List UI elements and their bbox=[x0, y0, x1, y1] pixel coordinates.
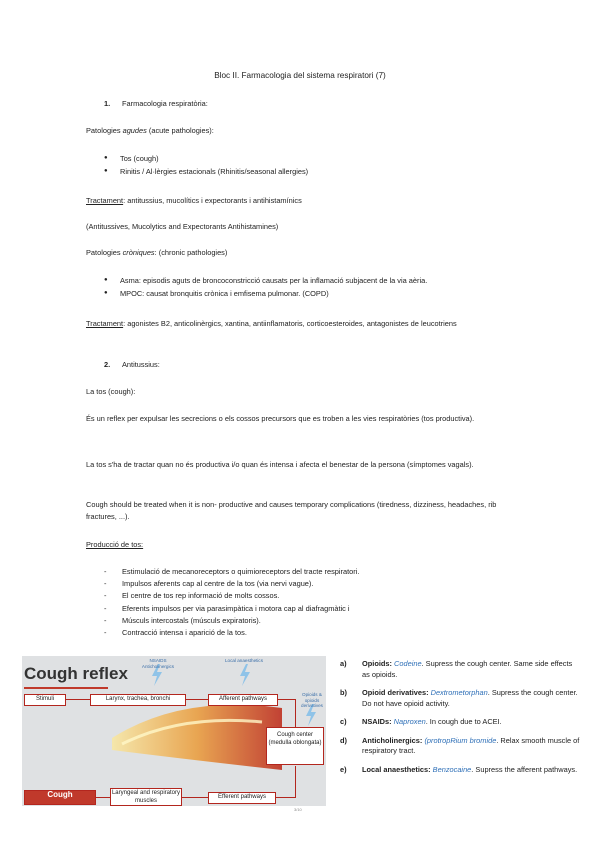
figure-title-underline bbox=[24, 687, 108, 689]
label-nsaids: NSAIDS Anticholinergics bbox=[141, 658, 175, 669]
efferent-box: Efferent pathways bbox=[208, 792, 276, 804]
label-local: Local anaesthetics bbox=[224, 658, 264, 663]
list-item: d) Anticholinergics: (protropRium bromide. Relax smooth muscle of respiratory tract. bbox=[340, 735, 580, 755]
arrow-line bbox=[94, 797, 110, 798]
list-item: e) Local anaesthetics: Benzocaine. Supress the afferent pathways. bbox=[340, 764, 578, 774]
section-1-heading: 1. Farmacologia respiratòria: bbox=[104, 99, 208, 108]
lightning-icon bbox=[238, 664, 252, 686]
list-item: - El centre de tos rep informació de molts cossos. bbox=[104, 590, 524, 602]
airway-illustration bbox=[112, 700, 282, 770]
figure-title: Cough reflex bbox=[24, 664, 128, 683]
arrow-line bbox=[274, 797, 296, 798]
antitussive-list bbox=[340, 659, 580, 783]
acute-intro: Patologies agudes (acute pathologies): bbox=[86, 126, 214, 135]
treatment-chronic: Tractament: agonistes B2, anticolinèrgics, xantina, antiinflamatoris, corticoesteroides, antagonistes de leucotriens bbox=[86, 319, 457, 328]
section-2-heading: 2. Antitussius: bbox=[104, 360, 160, 369]
list-item: - Impulsos aferents cap al centre de la tos (via nervi vague). bbox=[104, 578, 524, 590]
paragraph-treat-en: Cough should be treated when it is non- productive and causes temporary complications (tiredness, dizziness, headaches, rib fractures, ...). bbox=[86, 500, 497, 521]
list-item: ● Tos (cough) bbox=[104, 152, 524, 165]
larynx-box: Larynx, trachea, bronchi bbox=[90, 694, 186, 706]
arrow-line bbox=[295, 766, 296, 797]
label-opioids: Opioids & opioids derivatives bbox=[301, 692, 323, 708]
cough-box: Cough bbox=[24, 790, 96, 805]
cough-heading: La tos (cough): bbox=[86, 387, 136, 396]
page-title: Bloc II. Farmacologia del sistema respiratori (7) bbox=[214, 71, 386, 80]
arrow-line bbox=[276, 699, 296, 700]
paragraph-treat-ca: La tos s'ha de tractar quan no és productiva i/o quan és intensa i afecta el benestar de la persona (símptomes vagals). bbox=[86, 460, 474, 469]
production-list bbox=[104, 566, 524, 639]
list-item: b) Opioid derivatives: Dextrometorphan. Supress the cough center. Do not have opioid activity. bbox=[340, 688, 578, 708]
list-item: - Eferents impulsos per via parasimpàtica i motora cap al diafragmàtic i bbox=[104, 603, 524, 615]
list-item: ● Rinitis / Al·lèrgies estacionals (Rhinitis/seasonal allergies) bbox=[104, 165, 524, 178]
list-item: - Músculs intercostals (músculs expiratoris). bbox=[104, 615, 524, 627]
afferent-box: Afferent pathways bbox=[208, 694, 278, 706]
arrow-line bbox=[64, 699, 90, 700]
list-item: c) NSAIDs: Naproxen. In cough due to ACEI. bbox=[340, 717, 502, 726]
muscles-box: Laryngeal and respiratory muscles bbox=[111, 790, 181, 804]
chronic-list bbox=[104, 274, 524, 300]
list-item: ● MPOC: causat bronquitis crònica i emfisema pulmonar. (COPD) bbox=[104, 287, 524, 300]
paragraph-reflex: És un reflex per expulsar les secrecions o els cossos precursors que es troben a les vies respiratòries (tos productiva). bbox=[86, 414, 475, 423]
arrow-line bbox=[295, 699, 296, 727]
arrow-line bbox=[184, 699, 208, 700]
list-item: - Contracció intensa i aparició de la tos. bbox=[104, 627, 524, 639]
list-item: ● Asma: episodis aguts de broncoconstricció causats per la inflamació subjacent de la via aèria. bbox=[104, 274, 524, 287]
list-item: a) Opioids: Codeine. Supress the cough center. Same side effects as opioids. bbox=[340, 659, 573, 679]
acute-list bbox=[104, 152, 524, 178]
cough-center-box: Cough center (medulla oblongata) bbox=[266, 727, 324, 765]
treatment-acute-en: (Antitussives, Mucolytics and Expectorants Antihistamines) bbox=[86, 222, 279, 231]
page-number: 3/10 bbox=[294, 807, 302, 812]
treatment-acute: Tractament: antitussius, mucolítics i expectorants i antihistamínics bbox=[86, 196, 302, 205]
stimuli-box: Stimuli bbox=[24, 694, 66, 706]
cough-reflex-figure bbox=[22, 656, 326, 806]
list-item: - Estimulació de mecanoreceptors o quimioreceptors del tracte respiratori. bbox=[104, 566, 524, 578]
arrow-line bbox=[180, 797, 208, 798]
chronic-intro: Patologies cròniques: (chronic pathologies) bbox=[86, 248, 228, 257]
production-heading: Producció de tos: bbox=[86, 540, 144, 549]
